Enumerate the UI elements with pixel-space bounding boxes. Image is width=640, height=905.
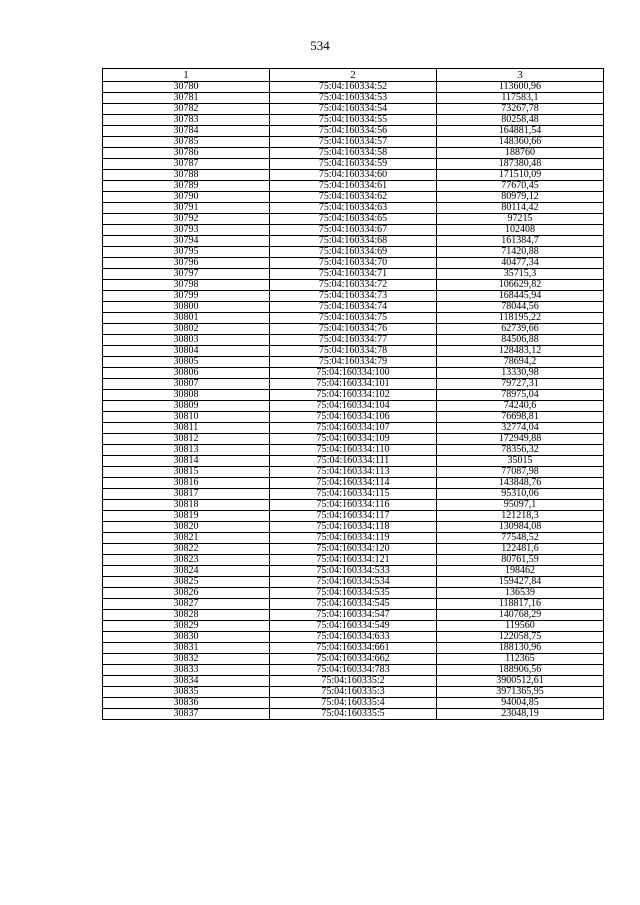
value-cell: 159427,84 xyxy=(437,577,604,588)
value-cell: 77087,98 xyxy=(437,467,604,478)
row-number-cell: 30812 xyxy=(103,434,270,445)
row-number-cell: 30780 xyxy=(103,82,270,93)
value-cell: 122058,75 xyxy=(437,632,604,643)
cadastral-number-cell: 75:04:160334:76 xyxy=(270,324,437,335)
table-row xyxy=(103,192,604,203)
page-number: 534 xyxy=(310,38,330,53)
table-row xyxy=(103,588,604,599)
value-cell: 172949,88 xyxy=(437,434,604,445)
cadastral-number-cell: 75:04:160334:53 xyxy=(270,93,437,104)
table-row xyxy=(103,93,604,104)
cadastral-number-cell: 75:04:160334:59 xyxy=(270,159,437,170)
cadastral-number-cell: 75:04:160334:72 xyxy=(270,280,437,291)
value-cell: 78975,04 xyxy=(437,390,604,401)
column-header: 2 xyxy=(270,69,437,82)
cadastral-number-cell: 75:04:160334:56 xyxy=(270,126,437,137)
value-cell: 119560 xyxy=(437,621,604,632)
value-cell: 164881,54 xyxy=(437,126,604,137)
value-cell: 80761,59 xyxy=(437,555,604,566)
table-row xyxy=(103,489,604,500)
cadastral-number-cell: 75:04:160334:69 xyxy=(270,247,437,258)
value-cell: 187380,48 xyxy=(437,159,604,170)
value-cell: 76698,81 xyxy=(437,412,604,423)
value-cell: 40477,34 xyxy=(437,258,604,269)
row-number-cell: 30813 xyxy=(103,445,270,456)
row-number-cell: 30786 xyxy=(103,148,270,159)
cadastral-number-cell: 75:04:160334:547 xyxy=(270,610,437,621)
cadastral-number-cell: 75:04:160334:111 xyxy=(270,456,437,467)
cadastral-number-cell: 75:04:160334:102 xyxy=(270,390,437,401)
cadastral-number-cell: 75:04:160334:58 xyxy=(270,148,437,159)
table-row xyxy=(103,269,604,280)
row-number-cell: 30824 xyxy=(103,566,270,577)
value-cell: 80114,42 xyxy=(437,203,604,214)
value-cell: 198462 xyxy=(437,566,604,577)
table-row xyxy=(103,423,604,434)
row-number-cell: 30814 xyxy=(103,456,270,467)
row-number-cell: 30836 xyxy=(103,698,270,709)
table-row xyxy=(103,324,604,335)
value-cell: 80979,12 xyxy=(437,192,604,203)
row-number-cell: 30789 xyxy=(103,181,270,192)
value-cell: 188906,56 xyxy=(437,665,604,676)
value-cell: 168445,94 xyxy=(437,291,604,302)
cadastral-number-cell: 75:04:160334:65 xyxy=(270,214,437,225)
cadastral-number-cell: 75:04:160334:52 xyxy=(270,82,437,93)
table-body xyxy=(103,82,604,720)
value-cell: 73267,78 xyxy=(437,104,604,115)
value-cell: 188760 xyxy=(437,148,604,159)
row-number-cell: 30783 xyxy=(103,115,270,126)
value-cell: 35715,3 xyxy=(437,269,604,280)
table-row xyxy=(103,643,604,654)
table-row xyxy=(103,544,604,555)
table-row xyxy=(103,599,604,610)
cadastral-number-cell: 75:04:160334:662 xyxy=(270,654,437,665)
row-number-cell: 30800 xyxy=(103,302,270,313)
table-row xyxy=(103,148,604,159)
row-number-cell: 30797 xyxy=(103,269,270,280)
row-number-cell: 30828 xyxy=(103,610,270,621)
table-row xyxy=(103,379,604,390)
row-number-cell: 30781 xyxy=(103,93,270,104)
table-row xyxy=(103,159,604,170)
cadastral-number-cell: 75:04:160334:120 xyxy=(270,544,437,555)
row-number-cell: 30785 xyxy=(103,137,270,148)
row-number-cell: 30809 xyxy=(103,401,270,412)
value-cell: 97215 xyxy=(437,214,604,225)
value-cell: 102408 xyxy=(437,225,604,236)
column-header: 1 xyxy=(103,69,270,82)
row-number-cell: 30835 xyxy=(103,687,270,698)
row-number-cell: 30815 xyxy=(103,467,270,478)
row-number-cell: 30805 xyxy=(103,357,270,368)
cadastral-number-cell: 75:04:160335:2 xyxy=(270,676,437,687)
row-number-cell: 30794 xyxy=(103,236,270,247)
row-number-cell: 30830 xyxy=(103,632,270,643)
row-number-cell: 30837 xyxy=(103,709,270,720)
table-row xyxy=(103,434,604,445)
table-row xyxy=(103,313,604,324)
value-cell: 35015 xyxy=(437,456,604,467)
row-number-cell: 30784 xyxy=(103,126,270,137)
value-cell: 140768,29 xyxy=(437,610,604,621)
table-row xyxy=(103,104,604,115)
row-number-cell: 30833 xyxy=(103,665,270,676)
row-number-cell: 30788 xyxy=(103,170,270,181)
table-row xyxy=(103,621,604,632)
cadastral-number-cell: 75:04:160334:121 xyxy=(270,555,437,566)
row-number-cell: 30799 xyxy=(103,291,270,302)
column-header: 3 xyxy=(437,69,604,82)
table-row xyxy=(103,236,604,247)
value-cell: 3900512,61 xyxy=(437,676,604,687)
row-number-cell: 30792 xyxy=(103,214,270,225)
table-row xyxy=(103,214,604,225)
value-cell: 23048,19 xyxy=(437,709,604,720)
table-row xyxy=(103,401,604,412)
table-row xyxy=(103,291,604,302)
cadastral-number-cell: 75:04:160334:61 xyxy=(270,181,437,192)
table-row xyxy=(103,368,604,379)
row-number-cell: 30782 xyxy=(103,104,270,115)
table-row xyxy=(103,566,604,577)
value-cell: 161384,7 xyxy=(437,236,604,247)
table-row xyxy=(103,445,604,456)
table-row xyxy=(103,555,604,566)
table-row xyxy=(103,456,604,467)
row-number-cell: 30817 xyxy=(103,489,270,500)
cadastral-number-cell: 75:04:160334:117 xyxy=(270,511,437,522)
row-number-cell: 30801 xyxy=(103,313,270,324)
table-row xyxy=(103,335,604,346)
value-cell: 188130,96 xyxy=(437,643,604,654)
row-number-cell: 30834 xyxy=(103,676,270,687)
cadastral-number-cell: 75:04:160334:104 xyxy=(270,401,437,412)
cadastral-number-cell: 75:04:160334:77 xyxy=(270,335,437,346)
table-row xyxy=(103,280,604,291)
value-cell: 78694,2 xyxy=(437,357,604,368)
value-cell: 128483,12 xyxy=(437,346,604,357)
row-number-cell: 30819 xyxy=(103,511,270,522)
table-row xyxy=(103,412,604,423)
cadastral-number-cell: 75:04:160334:70 xyxy=(270,258,437,269)
table-row xyxy=(103,126,604,137)
value-cell: 94004,85 xyxy=(437,698,604,709)
cadastral-number-cell: 75:04:160334:115 xyxy=(270,489,437,500)
header-row xyxy=(103,69,604,82)
row-number-cell: 30820 xyxy=(103,522,270,533)
table-row xyxy=(103,654,604,665)
cadastral-number-cell: 75:04:160334:78 xyxy=(270,346,437,357)
table-row xyxy=(103,500,604,511)
table-row xyxy=(103,687,604,698)
table-row xyxy=(103,511,604,522)
row-number-cell: 30791 xyxy=(103,203,270,214)
value-cell: 32774,04 xyxy=(437,423,604,434)
cadastral-number-cell: 75:04:160334:73 xyxy=(270,291,437,302)
row-number-cell: 30790 xyxy=(103,192,270,203)
value-cell: 95310,06 xyxy=(437,489,604,500)
value-cell: 84506,88 xyxy=(437,335,604,346)
row-number-cell: 30831 xyxy=(103,643,270,654)
row-number-cell: 30806 xyxy=(103,368,270,379)
table-row xyxy=(103,203,604,214)
table-row xyxy=(103,467,604,478)
cadastral-number-cell: 75:04:160334:55 xyxy=(270,115,437,126)
cadastral-number-cell: 75:04:160334:118 xyxy=(270,522,437,533)
row-number-cell: 30827 xyxy=(103,599,270,610)
value-cell: 80258,48 xyxy=(437,115,604,126)
cadastral-number-cell: 75:04:160334:783 xyxy=(270,665,437,676)
cadastral-number-cell: 75:04:160334:106 xyxy=(270,412,437,423)
value-cell: 122481,6 xyxy=(437,544,604,555)
cadastral-number-cell: 75:04:160334:119 xyxy=(270,533,437,544)
cadastral-number-cell: 75:04:160334:114 xyxy=(270,478,437,489)
row-number-cell: 30803 xyxy=(103,335,270,346)
cadastral-number-cell: 75:04:160334:545 xyxy=(270,599,437,610)
value-cell: 106629,82 xyxy=(437,280,604,291)
row-number-cell: 30823 xyxy=(103,555,270,566)
table-row xyxy=(103,181,604,192)
cadastral-number-cell: 75:04:160334:75 xyxy=(270,313,437,324)
cadastral-number-cell: 75:04:160334:534 xyxy=(270,577,437,588)
table-row xyxy=(103,533,604,544)
cadastral-number-cell: 75:04:160334:116 xyxy=(270,500,437,511)
value-cell: 71420,88 xyxy=(437,247,604,258)
table-row xyxy=(103,247,604,258)
value-cell: 121218,3 xyxy=(437,511,604,522)
value-cell: 13330,98 xyxy=(437,368,604,379)
table-row xyxy=(103,302,604,313)
table-row xyxy=(103,665,604,676)
cadastral-number-cell: 75:04:160334:79 xyxy=(270,357,437,368)
cadastral-number-cell: 75:04:160334:100 xyxy=(270,368,437,379)
row-number-cell: 30821 xyxy=(103,533,270,544)
cadastral-number-cell: 75:04:160335:5 xyxy=(270,709,437,720)
table-row xyxy=(103,115,604,126)
cadastral-number-cell: 75:04:160334:67 xyxy=(270,225,437,236)
value-cell: 95097,1 xyxy=(437,500,604,511)
table-row xyxy=(103,610,604,621)
row-number-cell: 30832 xyxy=(103,654,270,665)
row-number-cell: 30795 xyxy=(103,247,270,258)
table-row xyxy=(103,577,604,588)
value-cell: 78356,32 xyxy=(437,445,604,456)
cadastral-number-cell: 75:04:160334:60 xyxy=(270,170,437,181)
value-cell: 143848,76 xyxy=(437,478,604,489)
row-number-cell: 30818 xyxy=(103,500,270,511)
row-number-cell: 30825 xyxy=(103,577,270,588)
table-row xyxy=(103,709,604,720)
row-number-cell: 30787 xyxy=(103,159,270,170)
value-cell: 171510,09 xyxy=(437,170,604,181)
row-number-cell: 30822 xyxy=(103,544,270,555)
row-number-cell: 30796 xyxy=(103,258,270,269)
table-row xyxy=(103,478,604,489)
value-cell: 113600,96 xyxy=(437,82,604,93)
cadastral-number-cell: 75:04:160334:54 xyxy=(270,104,437,115)
cadastral-number-cell: 75:04:160334:101 xyxy=(270,379,437,390)
value-cell: 77670,45 xyxy=(437,181,604,192)
cadastral-number-cell: 75:04:160334:71 xyxy=(270,269,437,280)
row-number-cell: 30829 xyxy=(103,621,270,632)
table-row xyxy=(103,346,604,357)
cadastral-number-cell: 75:04:160334:633 xyxy=(270,632,437,643)
cadastral-number-cell: 75:04:160334:74 xyxy=(270,302,437,313)
table-header xyxy=(103,69,604,82)
value-cell: 3971365,95 xyxy=(437,687,604,698)
cadastral-number-cell: 75:04:160334:68 xyxy=(270,236,437,247)
value-cell: 117583,1 xyxy=(437,93,604,104)
cadastral-number-cell: 75:04:160335:4 xyxy=(270,698,437,709)
value-cell: 79727,31 xyxy=(437,379,604,390)
table-row xyxy=(103,522,604,533)
table-row xyxy=(103,82,604,93)
row-number-cell: 30810 xyxy=(103,412,270,423)
cadastral-number-cell: 75:04:160334:107 xyxy=(270,423,437,434)
row-number-cell: 30802 xyxy=(103,324,270,335)
row-number-cell: 30808 xyxy=(103,390,270,401)
data-table xyxy=(102,68,604,720)
table-row xyxy=(103,258,604,269)
row-number-cell: 30793 xyxy=(103,225,270,236)
table-row xyxy=(103,225,604,236)
cadastral-number-cell: 75:04:160334:535 xyxy=(270,588,437,599)
value-cell: 74240,6 xyxy=(437,401,604,412)
cadastral-number-cell: 75:04:160334:109 xyxy=(270,434,437,445)
row-number-cell: 30826 xyxy=(103,588,270,599)
value-cell: 77548,52 xyxy=(437,533,604,544)
value-cell: 118195,22 xyxy=(437,313,604,324)
table-row xyxy=(103,137,604,148)
table-row xyxy=(103,698,604,709)
row-number-cell: 30804 xyxy=(103,346,270,357)
value-cell: 78044,56 xyxy=(437,302,604,313)
value-cell: 62739,66 xyxy=(437,324,604,335)
cadastral-number-cell: 75:04:160334:533 xyxy=(270,566,437,577)
cadastral-number-cell: 75:04:160334:63 xyxy=(270,203,437,214)
cadastral-number-cell: 75:04:160334:661 xyxy=(270,643,437,654)
row-number-cell: 30798 xyxy=(103,280,270,291)
table-row xyxy=(103,357,604,368)
value-cell: 118817,16 xyxy=(437,599,604,610)
table-row xyxy=(103,632,604,643)
cadastral-number-cell: 75:04:160334:110 xyxy=(270,445,437,456)
value-cell: 136539 xyxy=(437,588,604,599)
cadastral-number-cell: 75:04:160334:113 xyxy=(270,467,437,478)
cadastral-number-cell: 75:04:160334:549 xyxy=(270,621,437,632)
row-number-cell: 30807 xyxy=(103,379,270,390)
cadastral-number-cell: 75:04:160334:57 xyxy=(270,137,437,148)
table-row xyxy=(103,676,604,687)
row-number-cell: 30816 xyxy=(103,478,270,489)
cadastral-number-cell: 75:04:160335:3 xyxy=(270,687,437,698)
value-cell: 130984,08 xyxy=(437,522,604,533)
value-cell: 148360,66 xyxy=(437,137,604,148)
table-row xyxy=(103,390,604,401)
value-cell: 112365 xyxy=(437,654,604,665)
table-row xyxy=(103,170,604,181)
cadastral-number-cell: 75:04:160334:62 xyxy=(270,192,437,203)
row-number-cell: 30811 xyxy=(103,423,270,434)
